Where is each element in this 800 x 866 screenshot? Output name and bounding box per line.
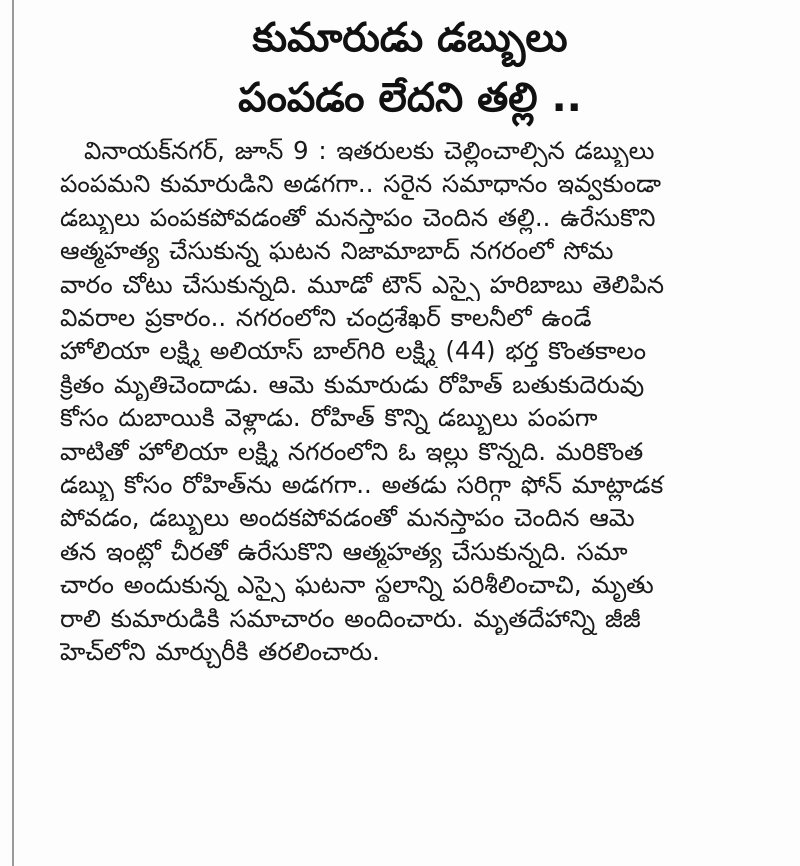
body-line: వారం చోటు చేసుకున్నది. మూడో టౌన్‌ ఎస్సై హరిబాబు తెలిపిన — [60, 269, 665, 299]
body-line: ఆత్మహత్య చేసుకున్న ఘటన నిజామాబాద్‌ నగరంలో సోమ — [60, 236, 614, 266]
body-line: పంపమని కుమారుడిని అడగగా.. సరైన సమాధానం ఇవ్వకుండా — [60, 169, 662, 199]
body-line: వివరాల ప్రకారం.. నగరంలోని చంద్రశేఖర్‌ కాలనీలో ఉండే — [60, 303, 592, 333]
column-divider — [12, 0, 14, 866]
body-line: తన ఇంట్లో చీరతో ఉరేసుకొని ఆత్మహత్య చేసుకున్నది. సమా — [60, 536, 628, 566]
headline-line: కుమారుడు డబ్బులు — [252, 15, 568, 61]
body-line: రాలి కుమారుడికి సమాచారం అందించారు. మృతదేహాన్ని జీజీ — [60, 603, 641, 633]
body-line: డబ్బులు పంపకపోవడంతో మనస్తాపం చెందిన తల్లి.. ఉరేసుకొని — [60, 202, 656, 232]
body-line: వినాయక్‌నగర్‌, జూన్‌ 9 : ఇతరులకు చెల్లించాల్సిన డబ్బులు — [84, 136, 655, 165]
body-line: హెచ్‌లోని మార్చురీకి తరలించారు. — [60, 637, 380, 667]
news-article — [60, 8, 760, 669]
body-line: కోసం దుబాయికి వెళ్లాడు. రోహిత్‌ కొన్ని డబ్బులు పంపగా — [60, 403, 598, 433]
body-line: క్రితం మృతిచెందాడు. ఆమె కుమారుడు రోహిత్‌ బతుకుదెరువు — [60, 369, 645, 399]
headline — [60, 8, 760, 128]
body-line: హోలియా లక్ష్మి అలియాస్‌ బాల్‌గిరి లక్ష్మి (44) భర్త కొంతకాలం — [60, 336, 647, 366]
body-line: చారం అందుకున్న ఎస్సై ఘటనా స్థలాన్ని పరిశీలించాచి, మృతు — [60, 570, 654, 600]
body-line: డబ్బు కోసం రోహిత్‌ను అడగగా.. అతడు సరిగ్గా ఫోన్‌ మాట్లాడక — [60, 470, 664, 500]
body-line: పోవడం, డబ్బులు అందకపోవడంతో మనస్తాపం చెందిన ఆమె — [60, 503, 635, 533]
headline-line: పంపడం లేదని తల్లి .. — [238, 75, 582, 121]
body-line: వాటితో హోలియా లక్ష్మి నగరంలోని ఓ ఇల్లు కొన్నది. మరికొంత — [60, 436, 644, 466]
article-body — [60, 134, 760, 669]
